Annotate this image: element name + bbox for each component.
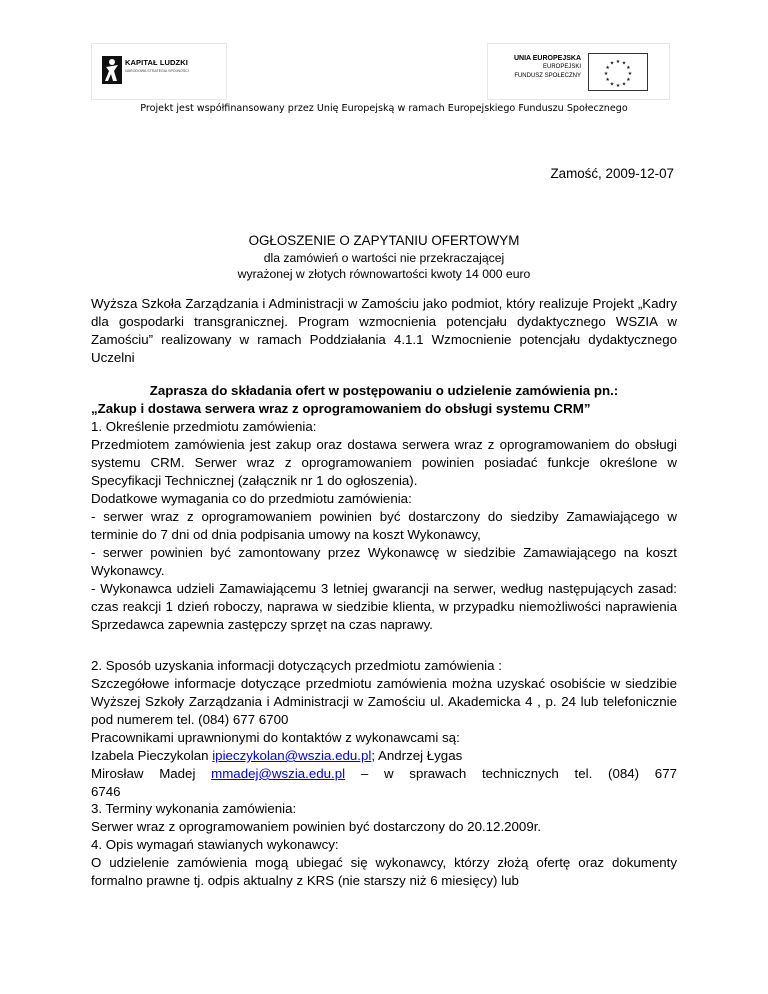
contact-1-name: Izabela Pieczykolan (91, 748, 213, 763)
contact-1-after: ; Andrzej Łygas (371, 748, 463, 763)
intro-paragraph: Wyższa Szkoła Zarządzania i Administracji w Zamościu jako podmiot, który realizuje Projekt „Kadry dla gospodarki transgranicznej. Program wzmocnienia potencjału dydaktycznego WSZIA w Zamościu” realizowany w ramach Poddziałania 4.1.1 Wzmocnienie potencjału dydaktycznego Uczelni (91, 296, 677, 365)
section-1-extra-heading: Dodatkowe wymagania co do przedmiotu zamówienia: (91, 491, 412, 506)
contact-2-phone-end: 6746 (91, 784, 121, 799)
invitation-line-2: „Zakup i dostawa serwera wraz z oprogramowaniem do obsługi systemu CRM” (91, 401, 591, 416)
invitation-heading (91, 382, 677, 418)
announcement-title: OGŁOSZENIE O ZAPYTANIU OFERTOWYM (248, 233, 520, 248)
contact-1-email-link[interactable]: ipieczykolan@wszia.edu.pl (212, 748, 372, 763)
section-2-heading: 2. Sposób uzyskania informacji dotyczących przedmiotu zamówienia : (91, 658, 502, 673)
section-3-text: Serwer wraz z oprogramowaniem powinien być dostarczony do 20.12.2009r. (91, 819, 542, 834)
document-date: Zamość, 2009-12-07 (550, 166, 674, 181)
svg-text:★: ★ (603, 71, 609, 77)
svg-text:★: ★ (621, 60, 627, 67)
eu-text-line1: UNIA EUROPEJSKA (513, 55, 581, 62)
section-2-contacts-label: Pracownikami uprawnionymi do kontaktów z wykonawcami są: (91, 730, 460, 745)
section-3-heading: 3. Terminy wykonania zamówienia: (91, 801, 297, 816)
eu-text (514, 54, 581, 81)
svg-text:★: ★ (615, 83, 621, 89)
kapital-ludzki-title: KAPITAŁ LUDZKI (125, 58, 188, 67)
svg-text:★: ★ (615, 59, 621, 65)
section-4-heading: 4. Opis wymagań stawianych wykonawcy: (91, 837, 339, 852)
eu-logo (487, 43, 670, 100)
svg-text:★: ★ (626, 77, 631, 83)
contact-1 (91, 747, 677, 765)
contact-2 (91, 765, 677, 783)
section-2-text: Szczegółowe informacje dotyczące przedmiotu zamówienia można uzyskać osobiście w siedzibie Wyższej Szkoły Zarządzania i Administracji w Zamościu ul. Akademicka 4 , p. 24 lub telefonicznie pod numerem tel. (084) 677 6700 (91, 676, 677, 727)
section-1-heading: 1. Określenie przedmiotu zamówienia: (91, 419, 317, 434)
contact-2-email-link[interactable]: mmadej@wszia.edu.pl (211, 766, 346, 781)
section-1-requirement-3: - Wykonawca udzieli Zamawiającemu 3 letniej gwarancji na serwer, według następujących zasad: czas reakcji 1 dzień roboczy, naprawa w siedzibie klienta, w przypadku niemożliwości naprawienia Sprzedawca zapewnia zastępczy sprzęt na czas naprawy. (91, 581, 677, 632)
eu-flag-icon (588, 53, 648, 91)
section-1-requirement-1: - serwer wraz z oprogramowaniem powinien być dostarczony do siedziby Zamawiającego w terminie do 7 dni od dnia podpisania umowy na koszt Wykonawcy, (91, 509, 677, 542)
human-figure-icon (102, 56, 122, 84)
funding-note: Projekt jest współfinansowany przez Unię Europejską w ramach Europejskiego Funduszu Społecznego (140, 103, 628, 114)
announcement-subtitle-1: dla zamówień o wartości nie przekraczającej (263, 251, 505, 265)
section-4-text: O udzielenie zamówienia mogą ubiegać się wykonawcy, którzy złożą ofertę oraz dokumenty formalno prawne tj. odpis aktualny z KRS (nie starszy niż 6 miesięcy) lub (91, 855, 677, 888)
invitation-line-1: Zaprasza do składania ofert w postępowaniu o udzielenie zamówienia pn.: (149, 383, 619, 398)
eu-text-line3: FUNDUSZ SPOŁECZNY (514, 73, 581, 79)
announcement-title-block (0, 232, 768, 282)
svg-text:★: ★ (626, 65, 631, 71)
svg-text:★: ★ (627, 71, 633, 77)
svg-text:★: ★ (605, 65, 610, 71)
svg-text:★: ★ (609, 60, 615, 67)
sections-3-4 (91, 800, 677, 890)
contact-2-name: Mirosław Madej (91, 766, 212, 781)
section-1 (91, 418, 677, 634)
contact-2-after: – w sprawach technicznych tel. (084) 677 (345, 766, 677, 781)
section-1-text: Przedmiotem zamówienia jest zakup oraz dostawa serwera wraz z oprogramowaniem do obsługi systemu CRM. Serwer wraz z oprogramowaniem powinien posiadać funkcje określone w Specyfikacji Technicznej (załącznik nr 1 do ogłoszenia). (91, 437, 677, 488)
section-2 (91, 657, 677, 801)
svg-text:★: ★ (621, 81, 627, 88)
announcement-subtitle-2: wyrażonej w złotych równowartości kwoty 14 000 euro (237, 267, 531, 281)
kapital-ludzki-subtitle: NARODOWA STRATEGIA SPÓJNOŚCI (125, 69, 189, 73)
kapital-ludzki-logo (91, 43, 227, 100)
section-1-requirement-2: - serwer powinien być zamontowany przez Wykonawcę w siedzibie Zamawiającego na koszt Wykonawcy. (91, 545, 677, 578)
svg-text:★: ★ (609, 81, 615, 88)
eu-text-line2: EUROPEJSKI (542, 64, 581, 70)
svg-text:★: ★ (605, 77, 610, 83)
